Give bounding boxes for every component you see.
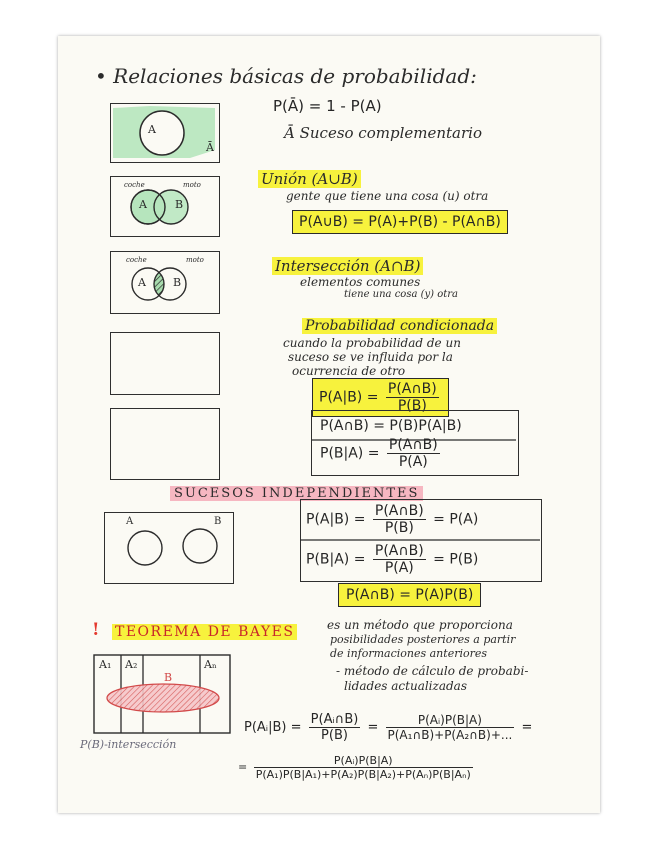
complement-note: Ā Suceso complementario <box>284 124 482 142</box>
intersection-heading: Intersección (A∩B) <box>272 257 423 275</box>
bayes-heading: TEOREMA DE BAYES <box>112 624 297 640</box>
bayes-f-den-2: P(A₁∩B)+P(A₂∩B)+... <box>387 728 513 742</box>
bayes-f2-num: P(Aᵢ)P(B|A) <box>254 754 473 768</box>
union-label-left: coche <box>124 181 145 189</box>
conditional-desc-2: suceso se ve influida por la <box>288 350 453 364</box>
bayes-formula-1: P(Aᵢ|B) = $\frac{\text{P(Aᵢ∩B)}}{P(B)}$ = $\frac{\text{P(Aᵢ)P(B|A)}}{\text{P(A₁∩B)+P(A₂∩B)+...}}$ = <box>244 712 533 743</box>
bayes-desc-5: lidades actualizadas <box>344 679 467 693</box>
conditional-f3-num: P(A∩B) <box>388 437 438 453</box>
union-heading: Unión (A∪B) <box>258 170 361 188</box>
bayes-desc-1: es un método que proporciona <box>327 618 513 632</box>
bayes-label-an: Aₙ <box>204 658 217 671</box>
bayes-label-a2: A₂ <box>125 658 138 671</box>
independent-f1-num: P(A∩B) <box>374 503 424 519</box>
page-title: • Relaciones básicas de probabilidad: <box>95 64 477 88</box>
independent-f2-left: P(B|A) = <box>306 551 366 568</box>
independent-f1-den: P(B) <box>384 520 414 536</box>
independent-f1-left: P(A|B) = <box>306 511 366 528</box>
intersection-label-b: B <box>173 276 182 289</box>
independent-label-b: B <box>214 516 222 527</box>
independent-heading: SUCESOS INDEPENDIENTES <box>170 486 423 501</box>
conditional-heading: Probabilidad condicionada <box>302 318 497 334</box>
independent-f2-right: = P(B) <box>433 551 479 568</box>
intersection-label-a: A <box>138 276 146 289</box>
conditional-f3-left: P(B|A) = <box>320 445 380 462</box>
complement-label-abar: Ā <box>206 141 214 154</box>
conditional-desc-3: ocurrencia de otro <box>292 364 406 378</box>
intersection-label-left: coche <box>126 256 147 264</box>
intersection-desc-1: elementos comunes <box>300 275 421 289</box>
bayes-f-fraction-1 <box>309 712 361 743</box>
union-label-a: A <box>139 198 147 211</box>
conditional-desc-1: cuando la probabilidad de un <box>283 336 461 350</box>
bayes-f-num-2: P(Aᵢ)P(B|A) <box>386 713 515 728</box>
independent-f2-den: P(A) <box>384 560 414 576</box>
bayes-desc-2: posibilidades posteriores a partir <box>330 633 516 646</box>
union-label-b: B <box>175 198 184 211</box>
bayes-caption: P(B)-intersección <box>80 738 177 751</box>
complement-formula: P(Ā) = 1 - P(A) <box>273 97 382 115</box>
conditional-f1-den: P(B) <box>397 398 427 414</box>
bayes-f-num-1: P(Aᵢ∩B) <box>310 712 359 727</box>
union-formula: P(A∪B) = P(A)+P(B) - P(A∩B) <box>292 210 508 234</box>
conditional-f1-left: P(A|B) = <box>319 389 379 406</box>
warning-icon: ! <box>92 620 100 640</box>
bayes-f2-fraction <box>254 754 473 781</box>
independent-formula-3: P(A∩B) = P(A)P(B) <box>338 583 481 607</box>
bayes-desc-4: - método de cálculo de probabi- <box>336 664 529 678</box>
bayes-formula-2: = $\frac{\text{P(Aᵢ)P(B|A)}}{\text{P(A₁)P(B|A₁)+P(A₂)P(B|A₂)+P(Aₙ)P(B|Aₙ)}}$ <box>238 754 471 781</box>
bayes-f2-den: P(A₁)P(B|A₁)+P(A₂)P(B|A₂)+P(Aₙ)P(B|Aₙ) <box>255 768 471 781</box>
conditional-f3-den: P(A) <box>398 454 428 470</box>
intersection-label-right: moto <box>186 256 204 264</box>
union-description: gente que tiene una cosa (u) otra <box>286 189 489 203</box>
intersection-desc-2: tiene una cosa (y) otra <box>344 289 458 300</box>
bayes-f-fraction-2 <box>386 713 515 742</box>
bayes-label-b: B <box>164 671 173 684</box>
bayes-desc-3: de informaciones anteriores <box>330 647 488 660</box>
complement-label-a: A <box>148 123 156 136</box>
conditional-formula-2: P(A∩B) = P(B)P(A|B) <box>320 418 462 434</box>
independent-label-a: A <box>126 516 134 527</box>
bayes-f-left: P(Aᵢ|B) = <box>244 720 302 735</box>
conditional-f1-num: P(A∩B) <box>387 381 437 397</box>
union-label-right: moto <box>183 181 201 189</box>
independent-f1-right: = P(A) <box>433 511 479 528</box>
bayes-label-a1: A₁ <box>99 658 112 671</box>
independent-f2-num: P(A∩B) <box>374 543 424 559</box>
bayes-f-den-1: P(B) <box>321 728 348 743</box>
